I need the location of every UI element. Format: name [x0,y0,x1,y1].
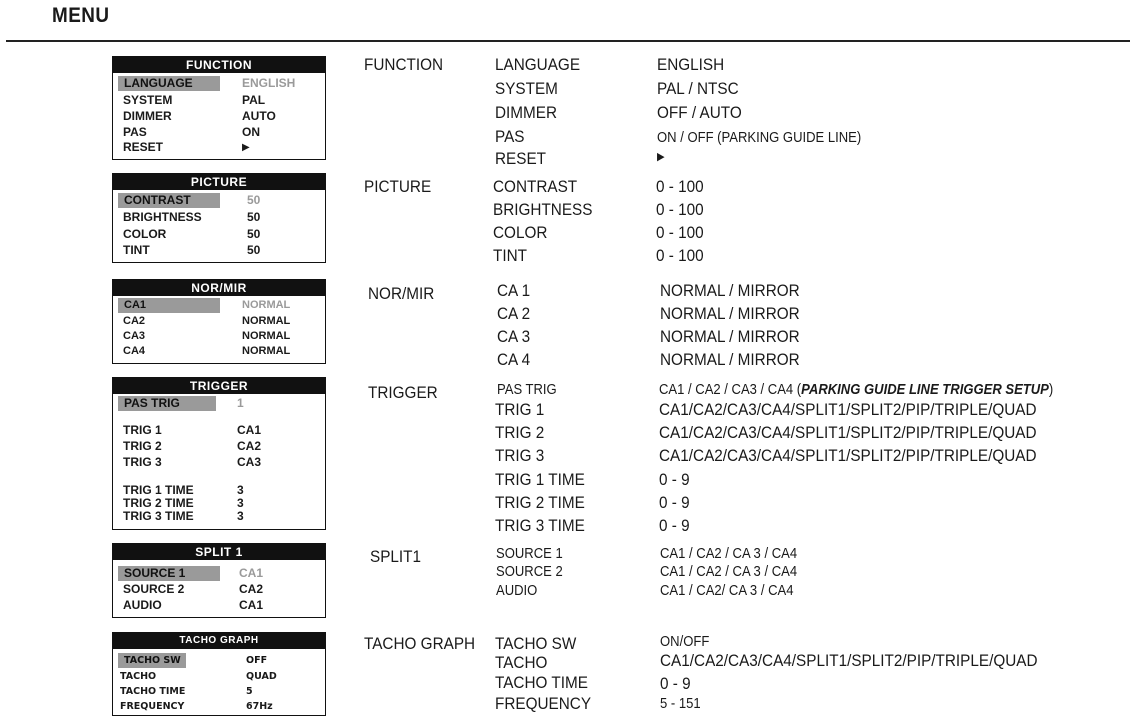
osd-function-title: FUNCTION [113,57,325,73]
osd-row-key: TRIG 2 [123,439,162,453]
item-system: SYSTEM [495,79,558,98]
values-tacho-time: 0 - 9 [660,674,691,693]
osd-function-row-reset[interactable] [113,140,325,155]
osd-row-value: OFF [246,655,268,666]
values-frequency: 5 - 151 [660,696,701,712]
section-label-split1: SPLIT1 [370,547,422,566]
osd-row-value: PAL [242,93,266,107]
values-ca2: NORMAL / MIRROR [660,304,800,323]
osd-row-key: CONTRAST [118,193,220,208]
item-ca4: CA 4 [497,350,531,369]
item-pas-trig: PAS TRIG [497,382,557,398]
osd-split1-title: SPLIT 1 [113,544,325,560]
osd-row-key: TRIG 2 TIME [123,496,194,510]
osd-function-panel [112,56,326,160]
values-dimmer: OFF / AUTO [657,103,742,122]
pas-trig-note: PARKING GUIDE LINE TRIGGER SETUP [801,382,1049,398]
osd-picture-row-tint[interactable] [113,243,325,258]
osd-normir-panel [112,279,326,364]
item-audio: AUDIO [496,583,538,599]
osd-row-key: LANGUAGE [118,76,220,91]
item-contrast: CONTRAST [493,177,578,196]
title-divider [6,40,1130,42]
values-pas: ON / OFF (PARKING GUIDE LINE) [657,130,862,146]
pas-trig-close: ) [1048,382,1054,398]
values-source2: CA1 / CA2 / CA 3 / CA4 [660,564,798,580]
item-pas: PAS [495,127,525,146]
item-ca2: CA 2 [497,304,531,323]
osd-row-key: RESET [123,140,164,154]
item-tint: TINT [493,246,528,265]
osd-split1-row-audio[interactable] [113,598,325,613]
osd-trigger-row-trig3[interactable] [113,455,325,470]
osd-row-value: NORMAL [242,345,291,357]
values-trig2: CA1/CA2/CA3/CA4/SPLIT1/SPLIT2/PIP/TRIPLE/QUAD [659,423,1037,442]
item-language: LANGUAGE [495,55,581,74]
values-tacho: CA1/CA2/CA3/CA4/SPLIT1/SPLIT2/PIP/TRIPLE/QUAD [660,651,1038,670]
osd-row-value: CA1 [239,566,264,580]
osd-split1-row-source2[interactable] [113,582,325,597]
osd-picture-row-brightness[interactable] [113,210,325,225]
values-language: ENGLISH [657,55,725,74]
item-ca3: CA 3 [497,327,531,346]
osd-row-value: 50 [247,210,261,224]
osd-split1-panel [112,543,326,618]
osd-row-value: 5 [246,686,253,697]
osd-row-key: TACHO [120,671,157,682]
osd-row-key: CA2 [123,315,146,327]
osd-normir-row-ca3[interactable] [113,329,325,344]
item-tacho-time: TACHO TIME [495,673,588,692]
osd-row-value: CA2 [239,582,264,596]
osd-row-key: SOURCE 1 [118,566,220,581]
osd-row-value: 1 [237,396,244,410]
play-arrow-icon: ▶ [242,142,250,153]
item-trig2: TRIG 2 [495,423,545,442]
osd-normir-row-ca4[interactable] [113,344,325,359]
values-contrast: 0 - 100 [656,177,704,196]
osd-row-key: CA3 [123,330,146,342]
osd-row-key: SYSTEM [123,93,173,107]
item-frequency: FREQUENCY [495,694,592,713]
item-dimmer: DIMMER [495,103,558,122]
osd-split1-row-source1[interactable] [113,566,325,581]
osd-row-value: 50 [247,227,261,241]
values-color: 0 - 100 [656,223,704,242]
item-tacho: TACHO [495,653,548,672]
osd-row-value: CA1 [237,423,262,437]
osd-row-key: TRIG 1 [123,423,162,437]
values-trig3-time: 0 - 9 [659,516,690,535]
item-trig1: TRIG 1 [495,400,545,419]
osd-row-key: PAS [123,125,147,139]
osd-row-value: CA2 [237,439,262,453]
item-trig3: TRIG 3 [495,446,545,465]
values-ca3: NORMAL / MIRROR [660,327,800,346]
values-brightness: 0 - 100 [656,200,704,219]
osd-row-value: NORMAL [242,299,291,311]
osd-row-key: BRIGHTNESS [123,210,202,224]
osd-normir-row-ca1[interactable] [113,298,325,313]
section-label-tacho: TACHO GRAPH [364,634,476,653]
osd-row-value: NORMAL [242,330,291,342]
osd-row-key: CA1 [118,298,220,313]
osd-row-value: CA1 [239,598,264,612]
osd-tacho-row-tacho-time[interactable] [113,684,325,699]
osd-row-key: TINT [123,243,150,257]
values-trig1-time: 0 - 9 [659,470,690,489]
item-trig2-time: TRIG 2 TIME [495,493,585,512]
osd-function-row-language[interactable] [113,76,325,91]
osd-tacho-panel [112,632,326,716]
values-ca1: NORMAL / MIRROR [660,281,800,300]
osd-row-key: PAS TRIG [118,396,216,411]
osd-row-value: ENGLISH [242,76,296,90]
pas-trig-options: CA1 / CA2 / CA3 / CA4 ( [659,382,802,398]
item-ca1: CA 1 [497,281,531,300]
osd-row-value: 3 [237,483,244,497]
osd-trigger-title: TRIGGER [113,378,325,394]
osd-normir-title: NOR/MIR [113,280,325,296]
osd-picture-panel [112,173,326,263]
osd-trigger-panel [112,377,326,530]
section-label-normir: NOR/MIR [368,284,435,303]
item-source2: SOURCE 2 [496,564,563,580]
item-reset: RESET [495,149,547,168]
osd-row-value: NORMAL [242,315,291,327]
values-source1: CA1 / CA2 / CA 3 / CA4 [660,546,798,562]
osd-row-value: AUTO [242,109,276,123]
page-title: MENU [52,4,110,27]
osd-row-key: TACHO TIME [120,686,186,697]
values-trig2-time: 0 - 9 [659,493,690,512]
osd-trigger-row-trig1[interactable] [113,423,325,438]
values-ca4: NORMAL / MIRROR [660,350,800,369]
osd-row-key: CA4 [123,345,146,357]
values-tint: 0 - 100 [656,246,704,265]
item-color: COLOR [493,223,548,242]
osd-picture-row-contrast[interactable] [113,193,325,208]
values-pas-trig [659,382,1053,398]
values-audio: CA1 / CA2/ CA 3 / CA4 [660,583,794,599]
item-trig3-time: TRIG 3 TIME [495,516,585,535]
values-system: PAL / NTSC [657,79,739,98]
osd-picture-row-color[interactable] [113,227,325,242]
osd-row-value: CA3 [237,455,262,469]
osd-tacho-row-tacho[interactable] [113,669,325,684]
osd-row-value: 3 [237,509,244,523]
osd-row-key: DIMMER [123,109,172,123]
osd-row-value: ON [242,125,260,139]
item-brightness: BRIGHTNESS [493,200,593,219]
item-source1: SOURCE 1 [496,546,563,562]
osd-tacho-row-tacho-sw[interactable] [113,653,325,668]
osd-row-key: AUDIO [123,598,162,612]
osd-row-value: QUAD [246,671,277,682]
osd-normir-row-ca2[interactable] [113,314,325,329]
osd-row-value: 67Hz [246,701,273,712]
osd-tacho-title: TACHO GRAPH [113,633,325,649]
osd-row-key: COLOR [123,227,167,241]
osd-picture-title: PICTURE [113,174,325,190]
osd-tacho-row-frequency[interactable] [113,699,325,714]
osd-row-key: TRIG 1 TIME [123,483,194,497]
osd-row-value: 50 [247,193,261,207]
values-tacho-sw: ON/OFF [660,634,710,650]
section-label-trigger: TRIGGER [368,383,438,402]
item-tacho-sw: TACHO SW [495,634,577,653]
osd-row-value: 3 [237,496,244,510]
osd-row-key: TRIG 3 [123,455,162,469]
osd-row-key: TRIG 3 TIME [123,509,194,523]
osd-row-key: SOURCE 2 [123,582,185,596]
osd-row-key: FREQUENCY [120,701,185,712]
osd-row-key: TACHO SW [118,653,186,668]
values-trig1: CA1/CA2/CA3/CA4/SPLIT1/SPLIT2/PIP/TRIPLE/QUAD [659,400,1037,419]
osd-row-value: 50 [247,243,261,257]
osd-trigger-row-trig3-time[interactable] [113,509,325,524]
osd-trigger-row-trig2[interactable] [113,439,325,454]
section-label-function: FUNCTION [364,55,444,74]
section-label-picture: PICTURE [364,177,432,196]
osd-function-row-dimmer[interactable] [113,109,325,124]
values-trig3: CA1/CA2/CA3/CA4/SPLIT1/SPLIT2/PIP/TRIPLE/QUAD [659,446,1037,465]
osd-trigger-row-pas-trig[interactable] [113,396,325,411]
osd-function-row-system[interactable] [113,93,325,108]
play-arrow-icon: ▶ [657,151,665,163]
osd-function-row-pas[interactable] [113,125,325,140]
item-trig1-time: TRIG 1 TIME [495,470,585,489]
